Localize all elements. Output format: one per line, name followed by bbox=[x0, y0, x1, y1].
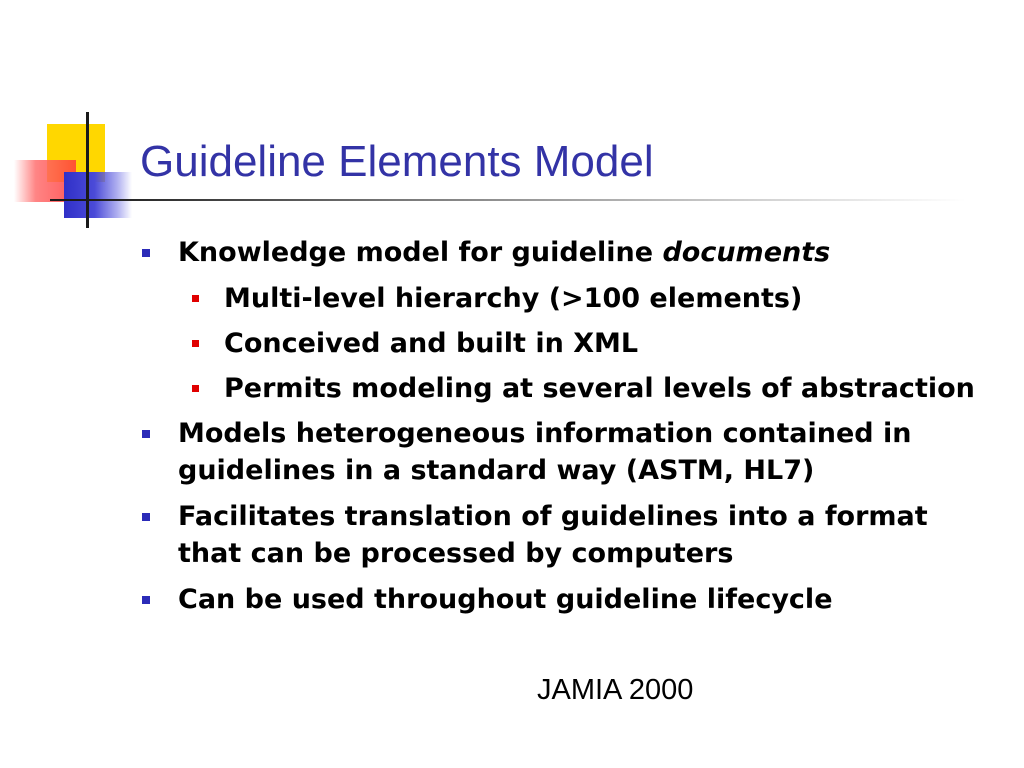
bullet-square-icon bbox=[142, 249, 150, 257]
bullet-translation bbox=[140, 498, 980, 572]
bullet-knowledge-model bbox=[140, 234, 980, 271]
slide-title: Guideline Elements Model bbox=[140, 137, 654, 186]
citation-text: JAMIA 2000 bbox=[537, 674, 694, 706]
bullet-text: Can be used throughout guideline lifecycle bbox=[178, 584, 833, 615]
bullet-square-icon bbox=[142, 596, 150, 604]
sub-bullet-xml bbox=[140, 325, 980, 362]
bullet-heterogeneous-information bbox=[140, 415, 980, 489]
decorative-blue-square bbox=[64, 172, 132, 218]
sub-bullet-abstraction bbox=[140, 370, 980, 407]
sub-bullet-text: Conceived and built in XML bbox=[224, 328, 639, 359]
bullet-text: Facilitates translation of guidelines into a format that can be processed by computers bbox=[178, 501, 928, 569]
bullet-emphasis-text: documents bbox=[662, 237, 831, 268]
sub-bullet-square-icon bbox=[192, 295, 199, 302]
bullet-list bbox=[140, 234, 980, 627]
sub-bullet-text: Multi-level hierarchy (>100 elements) bbox=[224, 283, 803, 314]
sub-bullet-square-icon bbox=[192, 340, 199, 347]
sub-bullet-hierarchy bbox=[140, 280, 980, 317]
decorative-vertical-line bbox=[86, 112, 89, 228]
bullet-text: Knowledge model for guideline bbox=[178, 237, 663, 268]
bullet-text: Models heterogeneous information contained in guidelines in a standard way (ASTM, HL7) bbox=[178, 418, 912, 486]
title-underline-rule bbox=[86, 199, 966, 201]
sub-bullet-text: Permits modeling at several levels of abstraction bbox=[224, 373, 975, 404]
bullet-lifecycle bbox=[140, 581, 980, 618]
sub-bullet-square-icon bbox=[192, 385, 199, 392]
bullet-square-icon bbox=[142, 513, 150, 521]
bullet-square-icon bbox=[142, 430, 150, 438]
